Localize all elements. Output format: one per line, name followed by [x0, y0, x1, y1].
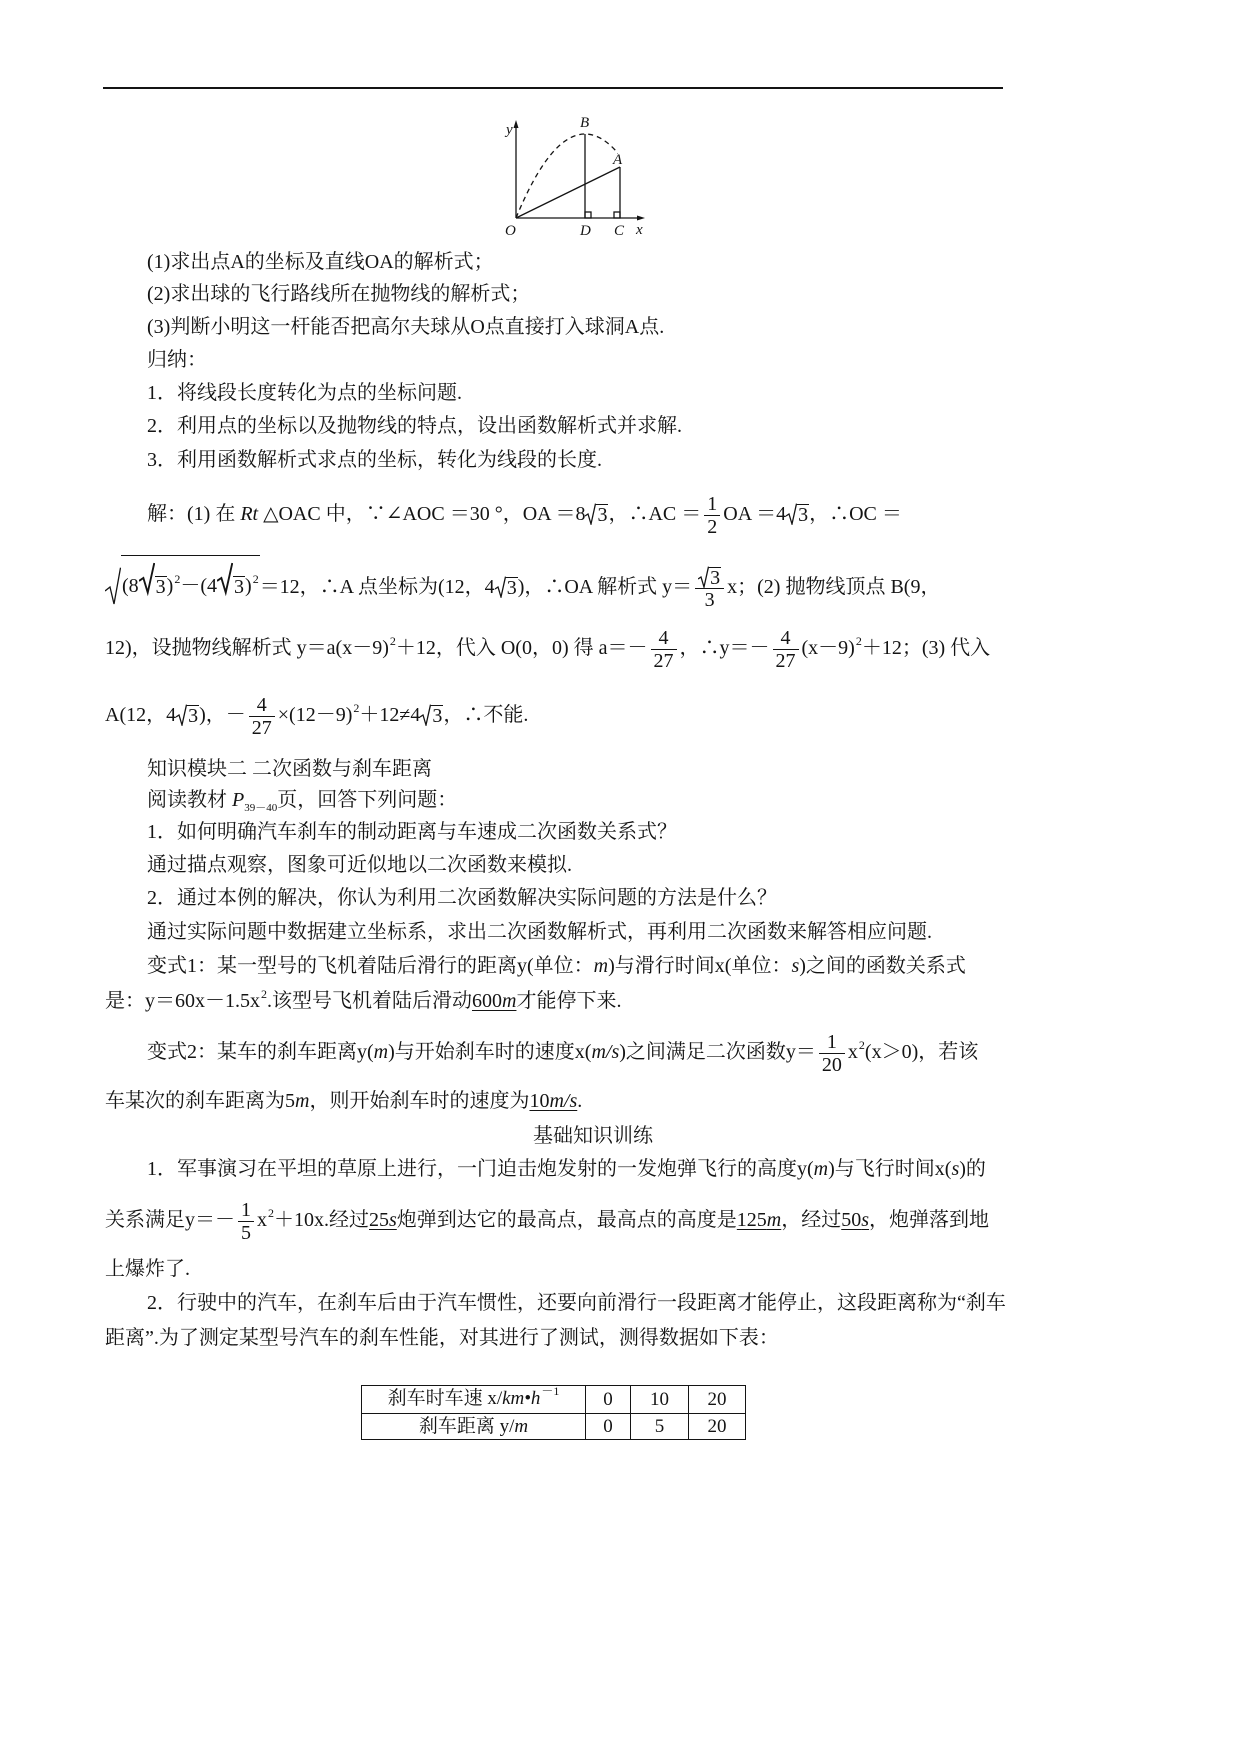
solution-text: A(12，4	[105, 704, 177, 726]
training-text: )与飞行时间x(	[828, 1158, 952, 1180]
training-text: )的	[959, 1158, 986, 1180]
table-cell: 20	[689, 1386, 746, 1414]
page-ref: P	[232, 789, 245, 811]
variant-text: 变式2：某车的刹车距离y(	[147, 1041, 374, 1063]
x-axis-arrow-icon	[637, 216, 645, 221]
radical	[139, 559, 167, 597]
answer-unit: s	[861, 1209, 870, 1231]
training-title: 基础知识训练	[533, 1125, 653, 1147]
table-cell: 0	[586, 1386, 631, 1414]
fraction	[695, 566, 724, 611]
answer-blank	[472, 990, 516, 1012]
unit: m	[813, 1158, 829, 1180]
variant-text: .	[577, 1090, 583, 1112]
label-x: x	[636, 222, 643, 238]
segment-oa	[516, 167, 620, 218]
radical	[698, 566, 721, 588]
variant-text: )之间满足二次函数y＝	[619, 1041, 816, 1063]
label-b: B	[580, 115, 590, 131]
solution-text: (8	[122, 575, 139, 597]
denominator: 3	[704, 588, 715, 611]
solution-text: ×(12－9)	[277, 704, 353, 726]
denominator: 2	[707, 515, 718, 538]
question-1: (1)求出点A的坐标及直线OA的解析式；	[147, 251, 494, 273]
radical	[786, 503, 809, 525]
answer-value: 25	[369, 1209, 389, 1231]
solution-text: )，－	[199, 704, 246, 726]
reading-text: 阅读教材	[147, 789, 232, 811]
solution-text: ，∴OC ＝	[809, 503, 902, 525]
solution-line-4	[105, 690, 528, 740]
question-2: (2)求出球的飞行路线所在抛物线的解析式；	[147, 283, 531, 305]
table-cell: 20	[689, 1414, 746, 1440]
solution-line-3	[105, 623, 990, 673]
superscript: 2	[261, 987, 267, 1001]
solution-line-2	[105, 555, 941, 611]
variant-text: )之间的函数关系式	[799, 955, 966, 977]
radical-sign-icon	[176, 704, 187, 726]
label-o: O	[505, 223, 516, 239]
training-text: 1．军事演习在平坦的草原上进行，一门迫击炮发射的一发炮弹飞行的高度y(	[147, 1158, 814, 1180]
denominator: 20	[821, 1053, 842, 1076]
summary-item-2: 2．利用点的坐标以及抛物线的特点，设出函数解析式并求解.	[147, 415, 682, 437]
module-2-answer-1: 通过描点观察，图象可近似地以二次函数来模拟.	[147, 854, 572, 876]
answer-unit: m	[502, 990, 517, 1012]
training-text: ，炮弹落到地	[869, 1209, 990, 1231]
numerator: 4	[773, 627, 799, 650]
variant-text: ，则开始刹车时的速度为	[309, 1090, 530, 1112]
superscript: 2	[855, 634, 862, 648]
answer-blank	[737, 1209, 781, 1231]
training-2-line-2: 距离”.为了测定某型号汽车的刹车性能，对其进行了测试，测得数据如下表：	[105, 1327, 779, 1349]
solution-text: x；(2) 抛物线顶点 B(9，	[727, 576, 941, 598]
table-row	[362, 1414, 746, 1440]
training-text: x	[257, 1209, 267, 1231]
module-2-title: 知识模块二 二次函数与刹车距离	[147, 758, 432, 780]
denominator: 27	[251, 716, 272, 739]
radical-sign-icon	[786, 503, 797, 525]
training-1-line-2	[105, 1195, 989, 1245]
label-c: C	[614, 223, 625, 239]
table-row	[362, 1386, 746, 1414]
superscript: 2	[389, 634, 396, 648]
reading-instruction	[147, 788, 457, 812]
radicand: 3	[234, 576, 245, 598]
radical	[585, 503, 608, 525]
radicand: 3	[432, 705, 443, 727]
training-text: ＋10x.经过	[274, 1209, 369, 1231]
row-label: 刹车距离 y/	[418, 1416, 515, 1437]
variant-text: 是：y＝60x－1.5x	[105, 990, 260, 1012]
solution-text: ，∴不能.	[443, 704, 529, 726]
right-angle-mark-d	[585, 212, 591, 218]
solution-text: Rt	[240, 503, 259, 525]
variant-text: )与开始刹车时的速度x(	[388, 1041, 592, 1063]
reading-text: 页，回答下列问题：	[277, 789, 458, 811]
variant-text: 才能停下来.	[516, 990, 622, 1012]
row-unit: m	[514, 1416, 529, 1437]
denominator: 27	[653, 649, 674, 672]
variant-text: )与滑行时间x(单位：	[608, 955, 792, 977]
summary-item-3: 3．利用函数解析式求点的坐标，转化为线段的长度.	[147, 449, 602, 471]
row-unit: km•h	[502, 1388, 541, 1409]
answer-blank	[369, 1209, 397, 1231]
unit: m	[295, 1090, 310, 1112]
fraction	[704, 493, 720, 538]
table-row-header	[362, 1386, 586, 1414]
solution-text: )，∴OA 解析式 y＝	[517, 576, 693, 598]
superscript: 2	[268, 1206, 274, 1220]
superscript: 2	[858, 1038, 865, 1052]
label-d: D	[580, 223, 591, 239]
label-a: A	[613, 152, 623, 168]
variant-1-line-1	[147, 954, 966, 978]
fraction	[249, 694, 275, 739]
unit: s	[951, 1158, 960, 1180]
table-row-header	[362, 1414, 586, 1440]
fraction	[651, 627, 677, 672]
radicand: 3	[188, 705, 199, 727]
solution-text: )	[245, 575, 252, 597]
radical-sign-icon	[105, 567, 121, 605]
variant-text: 变式1：某一型号的飞机着陆后滑行的距离y(单位：	[147, 955, 594, 977]
solution-text: －(4	[180, 575, 218, 597]
radical-sign-icon	[217, 559, 233, 597]
page-range-subscript: 39－40	[244, 802, 278, 814]
answer-value: 125	[736, 1209, 767, 1231]
radicand: 3	[597, 504, 608, 526]
solution-text: ，∴AC ＝	[608, 503, 702, 525]
solution-text: ＋12；(3) 代入	[861, 637, 991, 659]
radical-sign-icon	[139, 559, 155, 597]
solution-line-1	[147, 489, 902, 539]
answer-value: 50	[841, 1209, 862, 1231]
row-label: 刹车时车速 x/	[387, 1388, 503, 1409]
training-2-line-1: 2．行驶中的汽车，在刹车后由于汽车惯性，还要向前滑行一段距离才能停止，这段距离称为“刹车	[147, 1292, 1006, 1314]
training-1-line-3: 上爆炸了.	[105, 1258, 190, 1280]
radical	[176, 704, 199, 726]
variant-2-line-1	[147, 1027, 978, 1077]
radical-sign-icon	[495, 576, 506, 598]
unit: m/s	[591, 1041, 620, 1063]
radicand: 3	[506, 577, 517, 599]
braking-data-table	[361, 1385, 746, 1440]
golf-trajectory-figure	[493, 112, 653, 240]
radical	[217, 559, 245, 597]
training-text: 炮弹到达它的最高点，最高点的高度是	[396, 1209, 737, 1231]
right-angle-mark-c	[614, 212, 620, 218]
module-2-question-2: 2．通过本例的解决，你认为利用二次函数解决实际问题的方法是什么？	[147, 887, 777, 909]
table-cell: 5	[631, 1414, 689, 1440]
answer-blank	[841, 1209, 869, 1231]
fraction	[773, 627, 799, 672]
numerator: 4	[651, 627, 677, 650]
solution-text: (x－9)	[801, 637, 855, 659]
header-rule	[103, 87, 1003, 89]
superscript: －1	[541, 1384, 560, 1398]
table-cell: 0	[586, 1414, 631, 1440]
table-cell: 10	[631, 1386, 689, 1414]
numerator: 1	[704, 493, 720, 516]
answer-unit: m	[766, 1209, 782, 1231]
numerator	[695, 566, 724, 589]
radical	[420, 704, 443, 726]
y-axis-arrow-icon	[514, 120, 519, 128]
numerator: 1	[238, 1199, 254, 1222]
training-1-line-1	[147, 1157, 986, 1181]
superscript: 2	[174, 572, 181, 586]
training-text: ，经过	[781, 1209, 842, 1231]
variant-1-line-2	[105, 989, 621, 1013]
variant-text: .该型号飞机着陆后滑动	[267, 990, 472, 1012]
solution-text: ＝12，∴A 点坐标为(12，4	[259, 576, 495, 598]
solution-text: ＋12≠4	[359, 704, 421, 726]
superscript: 2	[252, 572, 259, 586]
solution-text: 解：(1) 在	[147, 503, 241, 525]
label-y: y	[506, 122, 513, 138]
denominator: 5	[241, 1221, 251, 1244]
square-root	[105, 555, 260, 605]
radicand	[121, 555, 260, 605]
solution-text: ＋12，代入 O(0，0) 得 a＝－	[395, 637, 648, 659]
answer-value: 10	[529, 1090, 550, 1112]
module-2-answer-2: 通过实际问题中数据建立坐标系，求出二次函数解析式，再利用二次函数来解答相应问题.	[147, 921, 932, 943]
summary-item-1: 1．将线段长度转化为点的坐标问题.	[147, 382, 462, 404]
fraction	[238, 1199, 254, 1244]
answer-blank	[529, 1090, 577, 1112]
numerator: 4	[249, 694, 275, 717]
summary-title: 归纳：	[147, 349, 207, 371]
variant-text: (x＞0)，若该	[864, 1041, 979, 1063]
answer-value: 600	[472, 990, 502, 1012]
solution-text: )	[166, 575, 174, 597]
answer-unit: s	[389, 1209, 397, 1231]
solution-text: ，∴y＝－	[679, 637, 770, 659]
question-3: (3)判断小明这一杆能否把高尔夫球从O点直接打入球洞A点.	[147, 316, 665, 338]
variant-text: x	[847, 1041, 858, 1063]
radicand: 3	[798, 504, 809, 526]
denominator: 27	[775, 649, 796, 672]
radicand: 3	[710, 566, 721, 589]
solution-text: OA ＝4	[723, 503, 787, 525]
training-text: 关系满足y＝－	[105, 1209, 235, 1231]
radicand: 3	[155, 576, 166, 598]
variant-2-line-2	[105, 1089, 582, 1113]
radical-sign-icon	[698, 566, 709, 588]
unit: m	[373, 1041, 389, 1063]
solution-text: △OAC 中，∵∠AOC ＝30 °，OA ＝8	[258, 503, 586, 525]
radical-sign-icon	[420, 704, 431, 726]
answer-unit: m/s	[549, 1090, 578, 1112]
numerator: 1	[819, 1031, 845, 1054]
unit: s	[791, 955, 800, 977]
radical	[495, 576, 518, 598]
unit: m	[593, 955, 609, 977]
superscript: 2	[353, 701, 360, 715]
variant-text: 车某次的刹车距离为5	[105, 1090, 295, 1112]
solution-text: 12)，设抛物线解析式 y＝a(x－9)	[105, 637, 389, 659]
radical-sign-icon	[585, 503, 596, 525]
module-2-question-1: 1．如何明确汽车刹车的制动距离与车速成二次函数关系式？	[147, 821, 677, 843]
fraction	[819, 1031, 845, 1076]
